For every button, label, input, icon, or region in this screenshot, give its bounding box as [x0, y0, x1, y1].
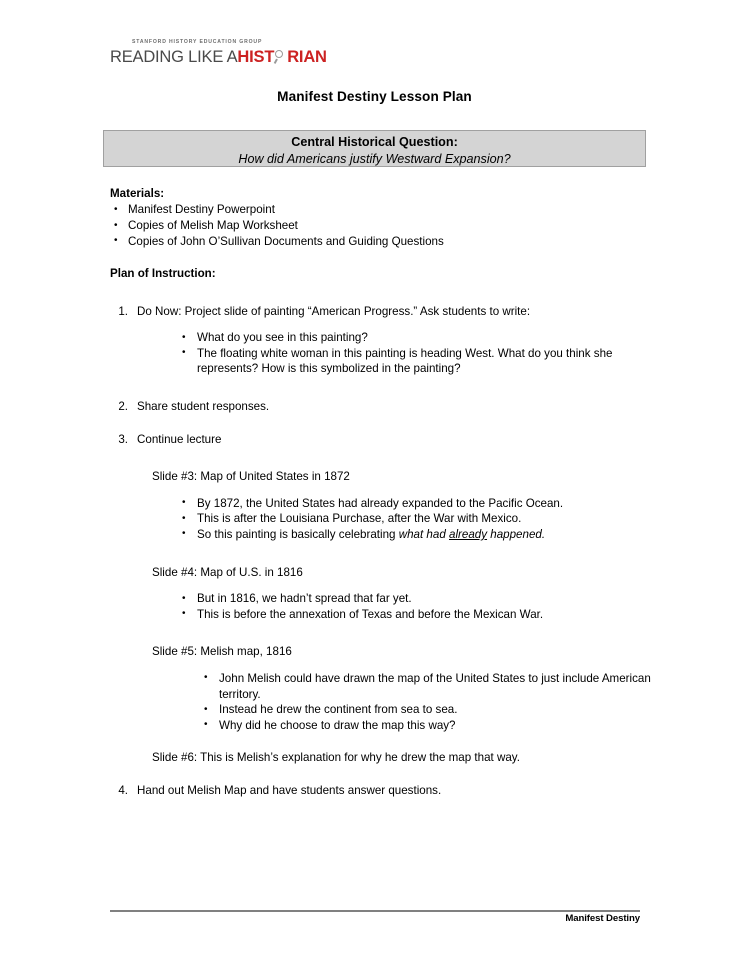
bullet-lead: So this painting is basically celebrating: [197, 527, 399, 541]
slide-5-heading: Slide #5: Melish map, 1816: [152, 645, 292, 659]
list-item-emphasis: [178, 527, 670, 543]
central-historical-question-box: [103, 130, 646, 167]
materials-heading: Materials:: [110, 187, 165, 200]
logo-org-line: STANFORD HISTORY EDUCATION GROUP: [132, 39, 263, 45]
plan-step-4: [110, 783, 670, 799]
step-text: Continue lecture: [137, 432, 222, 446]
bullet-italic-before: what had: [398, 527, 449, 541]
footer-label: Manifest Destiny: [565, 913, 640, 924]
central-question-heading: Central Historical Question:: [291, 135, 458, 149]
step-text: Do Now: Project slide of painting “American Progress.” Ask students to write:: [137, 304, 531, 318]
list-item: • Copies of John O’Sullivan Documents and Guiding Questions: [110, 234, 670, 250]
page-title: Manifest Destiny Lesson Plan: [277, 89, 472, 104]
list-item: • Copies of Melish Map Worksheet: [110, 218, 670, 234]
step-number: 1.: [118, 304, 128, 318]
list-item: • Instead he drew the continent from sea to sea.: [200, 702, 670, 718]
materials-list: [110, 202, 670, 249]
logo-rian: RIAN: [287, 48, 327, 67]
list-item: • Manifest Destiny Powerpoint: [110, 202, 670, 218]
magnifying-glass-icon: [274, 49, 287, 65]
list-item: • This is before the annexation of Texas and before the Mexican War.: [178, 607, 670, 623]
step-number: 2.: [118, 399, 128, 413]
logo-reading-like-a: READING LIKE A: [110, 48, 238, 67]
list-item: • This is after the Louisiana Purchase, after the War with Mexico.: [178, 511, 670, 527]
slide-3-bullets: [178, 496, 670, 543]
list-item: • But in 1816, we hadn’t spread that far yet.: [178, 591, 670, 607]
document-body: [110, 186, 670, 798]
plan-of-instruction-heading: Plan of Instruction:: [110, 267, 216, 281]
list-item: • Why did he choose to draw the map this way?: [200, 718, 670, 734]
plan-step-1: [110, 304, 670, 320]
list-item: • John Melish could have drawn the map of the United States to just include American territory.: [200, 671, 670, 702]
logo-hist: HIST: [237, 48, 275, 67]
plan-step-2: [110, 399, 670, 415]
logo-wordmark: [110, 49, 370, 66]
list-item: • By 1872, the United States had already expanded to the Pacific Ocean.: [178, 496, 670, 512]
plan-step-3: [110, 432, 670, 448]
list-item: • What do you see in this painting?: [178, 330, 670, 346]
slide-4-bullets: [178, 591, 670, 622]
step-number: 3.: [118, 432, 128, 446]
step-text: Share student responses.: [137, 399, 270, 413]
bullet-italic-underlined: already: [449, 527, 488, 541]
bullet-italic-after: happened.: [487, 527, 546, 541]
slide-4-heading: Slide #4: Map of U.S. in 1816: [152, 565, 303, 579]
step-number: 4.: [118, 783, 128, 797]
footer-divider: [110, 910, 640, 912]
shed-logo: [110, 40, 370, 66]
slide-5-bullets: [200, 671, 670, 733]
slide-6-heading: Slide #6: This is Melish’s explanation for why he drew the map that way.: [152, 751, 520, 765]
central-question-text: How did Americans justify Westward Expansion?: [238, 152, 511, 166]
step-text: Hand out Melish Map and have students answer questions.: [137, 783, 442, 797]
do-now-questions: [178, 330, 670, 377]
list-item: • The floating white woman in this painting is heading West. What do you think she represents? How is this symbolized in the painting?: [178, 346, 670, 377]
slide-3-heading: Slide #3: Map of United States in 1872: [152, 470, 350, 484]
